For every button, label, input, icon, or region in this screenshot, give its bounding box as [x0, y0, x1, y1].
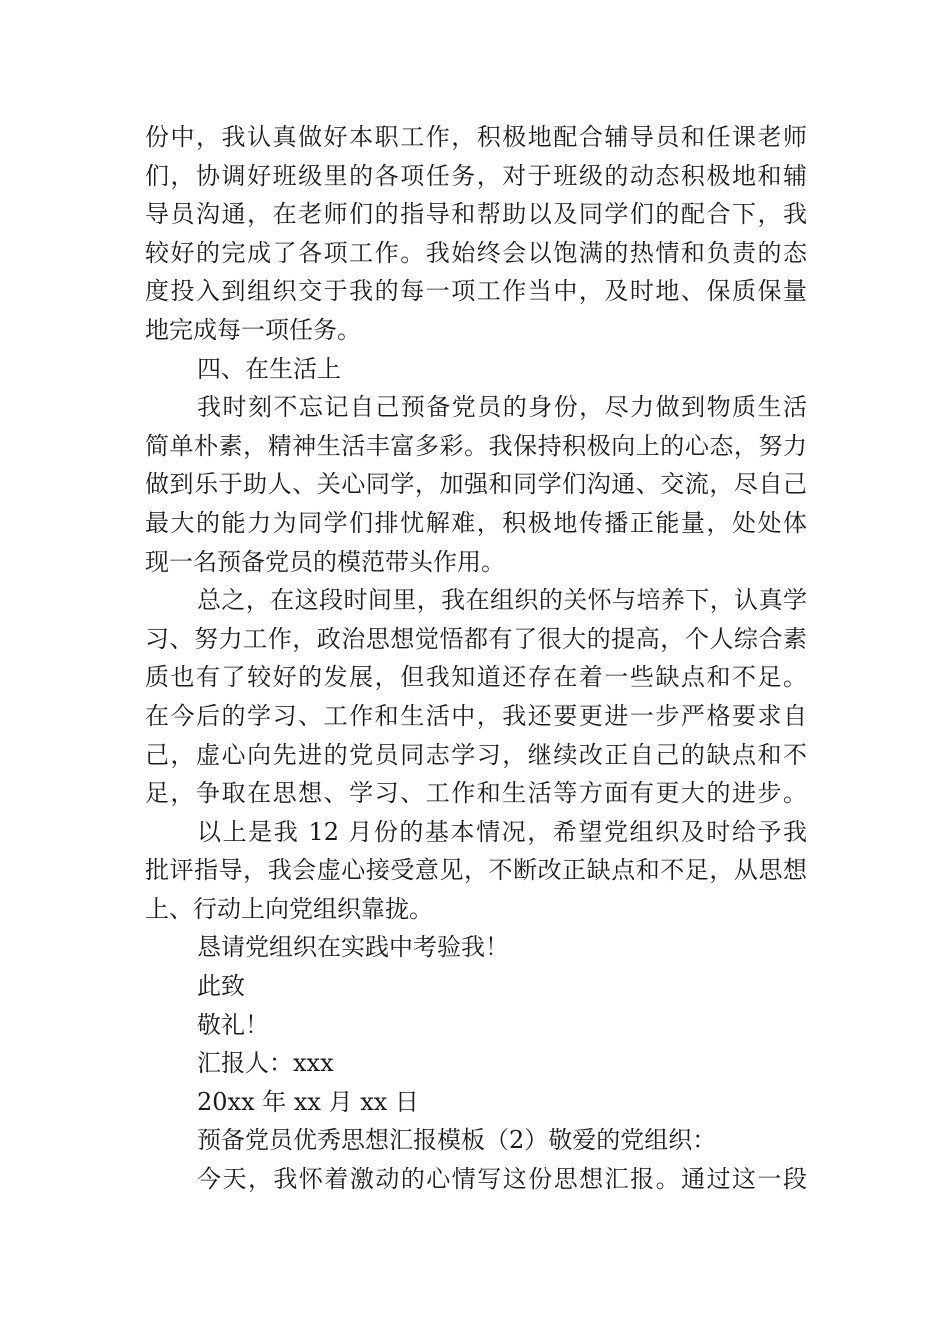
- text-line: 份中，我认真做好本职工作，积极地配合辅导员和任课老师: [145, 123, 807, 151]
- text-line: 们，协调好班级里的各项任务，对于班级的动态积极地和辅: [145, 161, 807, 190]
- text-line: 质也有了较好的发展，但我知道还存在着一些缺点和不足。: [145, 663, 807, 692]
- text-line: 以上是我 12 月份的基本情况，希望党组织及时给予我: [197, 817, 807, 846]
- text-line: 总之，在这段时间里，我在组织的关怀与培养下，认真学: [197, 586, 807, 615]
- text-line: 我时刻不忘记自己预备党员的身份，尽力做到物质生活: [197, 393, 807, 422]
- text-line: 较好的完成了各项工作。我始终会以饱满的热情和负责的态: [145, 238, 807, 267]
- text-line: 导员沟通，在老师们的指导和帮助以及同学们的配合下，我: [145, 200, 807, 229]
- text-line: 恳请党组织在实践中考验我！: [197, 933, 509, 962]
- text-line: 在今后的学习、工作和生活中，我还要更进一步严格要求自: [145, 701, 807, 730]
- text-line: 此致: [197, 972, 245, 1001]
- text-line: 己，虚心向先进的党员同志学习，继续改正自己的缺点和不: [145, 740, 807, 769]
- text-line: 汇报人：xxx: [197, 1049, 334, 1078]
- text-line: 度投入到组织交于我的每一项工作当中，及时地、保质保量: [145, 277, 807, 306]
- text-line: 上、行动上向党组织靠拢。: [145, 894, 433, 923]
- text-line: 预备党员优秀思想汇报模板（2）敬爱的党组织：: [197, 1126, 717, 1155]
- text-line: 批评指导，我会虚心接受意见，不断改正缺点和不足，从思想: [145, 856, 807, 885]
- text-line: 做到乐于助人、关心同学，加强和同学们沟通、交流，尽自己: [145, 470, 807, 499]
- text-line: 四、在生活上: [197, 354, 341, 383]
- text-line: 现一名预备党员的模范带头作用。: [145, 547, 505, 576]
- text-line: 地完成每一项任务。: [145, 315, 361, 344]
- text-line: 20xx 年 xx 月 xx 日: [197, 1087, 419, 1116]
- text-line: 今天，我怀着激动的心情写这份思想汇报。通过这一段: [197, 1165, 807, 1194]
- text-line: 敬礼！: [197, 1010, 269, 1039]
- text-line: 简单朴素，精神生活丰富多彩。我保持积极向上的心态，努力: [145, 431, 807, 460]
- text-line: 足，争取在思想、学习、工作和生活等方面有更大的进步。: [145, 779, 807, 808]
- text-line: 习、努力工作，政治思想觉悟都有了很大的提高，个人综合素: [145, 624, 807, 653]
- text-line: 最大的能力为同学们排忧解难，积极地传播正能量，处处体: [145, 508, 807, 537]
- document-body: [145, 118, 807, 1199]
